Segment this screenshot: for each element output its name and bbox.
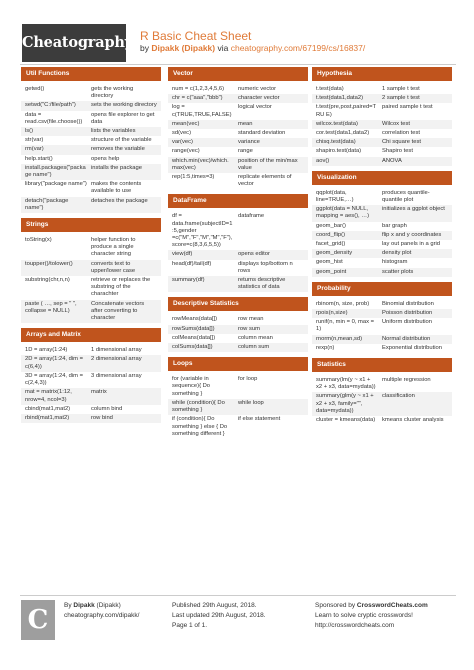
table-row bbox=[312, 85, 452, 94]
description-cell: Concatenate vectors after converting to character bbox=[91, 300, 145, 322]
table-row bbox=[312, 240, 452, 249]
by-prefix: by bbox=[140, 43, 152, 53]
table-row bbox=[312, 268, 452, 277]
footer-by: By bbox=[64, 602, 74, 609]
command-cell: summary(df) bbox=[172, 277, 205, 284]
table-row bbox=[312, 94, 452, 103]
table-row bbox=[168, 375, 308, 399]
section-probability bbox=[312, 282, 452, 353]
description-cell: mean bbox=[238, 120, 253, 127]
table-row bbox=[168, 147, 308, 156]
table-row bbox=[312, 258, 452, 267]
command-cell: t.test(data1,data2) bbox=[316, 95, 364, 102]
table-row bbox=[312, 231, 452, 240]
command-cell: chr = c("aaa","bbb") bbox=[172, 95, 223, 102]
command-cell: qqplot(data, line=TRUE,…) bbox=[316, 189, 354, 204]
section-heading: Hypothesia bbox=[312, 67, 452, 81]
table-row bbox=[168, 120, 308, 129]
description-cell: Poisson distribution bbox=[382, 310, 433, 317]
table-row bbox=[312, 222, 452, 231]
sheet-url-link[interactable]: cheatography.com/67199/cs/16837/ bbox=[230, 43, 366, 53]
section-heading: DataFrame bbox=[168, 194, 308, 208]
description-cell: standard deviation bbox=[238, 130, 286, 137]
section-rows bbox=[168, 375, 308, 439]
section-heading: Probability bbox=[312, 282, 452, 296]
table-row bbox=[312, 344, 452, 353]
sheet-byline bbox=[140, 43, 365, 53]
command-cell: if (condition){ Do something } else { Do something different } bbox=[172, 416, 228, 437]
command-cell: data = read.csv(file.choose()) bbox=[25, 111, 83, 125]
table-row bbox=[312, 147, 452, 156]
description-cell: numeric vector bbox=[238, 86, 277, 92]
description-cell: while loop bbox=[238, 399, 264, 406]
table-row bbox=[21, 260, 161, 276]
section-rows bbox=[312, 85, 452, 166]
description-cell: bar graph bbox=[382, 222, 407, 229]
command-cell: which.min(vec)/which. max(vec) bbox=[172, 157, 229, 171]
description-cell: Binomial distribution bbox=[382, 300, 434, 307]
command-cell: paste ( …, sep = " ", collapse = NULL) bbox=[25, 300, 77, 314]
command-cell: range(vec) bbox=[172, 148, 200, 155]
command-cell: var(vec) bbox=[172, 139, 193, 146]
section-util-functions bbox=[21, 67, 161, 213]
description-cell: lists the variables bbox=[91, 128, 136, 135]
command-cell: summary(glm(y ~ x1 + x2 + x3, family="", data=mydata)) bbox=[316, 393, 374, 414]
command-cell: help.start() bbox=[25, 155, 53, 162]
command-cell: coord_flip() bbox=[316, 231, 345, 238]
section-heading: Visualization bbox=[312, 171, 452, 185]
sponsor-url[interactable]: http://crosswordcheats.com bbox=[315, 622, 395, 629]
description-cell: position of the min/max value bbox=[238, 157, 298, 171]
command-cell: cluster = kmeans(data) bbox=[316, 417, 376, 424]
table-row bbox=[168, 399, 308, 415]
column-2 bbox=[168, 67, 308, 444]
section-hypothesis bbox=[312, 67, 452, 166]
section-heading: Loops bbox=[168, 357, 308, 371]
command-cell: library("package name") bbox=[25, 181, 87, 188]
description-cell: kmeans cluster analysis bbox=[382, 417, 444, 424]
command-cell: colMeans(data[]) bbox=[172, 334, 216, 341]
description-cell: Shapiro test bbox=[382, 148, 413, 155]
table-row bbox=[168, 85, 308, 94]
description-cell: matrix bbox=[91, 389, 107, 396]
table-row bbox=[312, 318, 452, 334]
footer-page-number: Page 1 of 1. bbox=[172, 622, 208, 629]
command-cell: runif(n, min = 0, max = 1) bbox=[316, 319, 374, 333]
command-cell: detach("package name") bbox=[25, 197, 69, 211]
section-strings bbox=[21, 218, 161, 323]
table-row bbox=[21, 372, 161, 388]
command-cell: while (condition){ Do something } bbox=[172, 399, 225, 414]
description-cell: 2 dimensional array bbox=[91, 356, 142, 363]
table-row bbox=[21, 85, 161, 101]
table-row bbox=[312, 249, 452, 258]
footer-sponsor-line bbox=[315, 601, 428, 610]
author-link[interactable]: Dipakk (Dipakk) bbox=[151, 43, 216, 53]
description-cell: 1 sample t test bbox=[382, 86, 420, 92]
description-cell: sets the working directory bbox=[91, 102, 157, 109]
table-row bbox=[21, 355, 161, 371]
description-cell: gets the working directory bbox=[91, 86, 134, 100]
table-row bbox=[168, 138, 308, 147]
table-row bbox=[168, 103, 308, 119]
command-cell: geom_hist bbox=[316, 259, 343, 266]
section-rows bbox=[312, 300, 452, 353]
command-cell: view(df) bbox=[172, 251, 193, 258]
command-cell: for (variable in sequence){ Do something } bbox=[172, 376, 211, 397]
description-cell: row sum bbox=[238, 325, 260, 332]
description-cell: detaches the package bbox=[91, 197, 148, 204]
description-cell: helper function to produce a single character string bbox=[91, 237, 136, 258]
command-cell: substring(chr,n,n) bbox=[25, 277, 70, 284]
command-cell: rbind(mat1,mat2) bbox=[25, 414, 70, 421]
description-cell: Chi square test bbox=[382, 139, 421, 146]
table-row bbox=[21, 111, 161, 127]
description-cell: initializes a ggplot object bbox=[382, 206, 445, 213]
description-cell: retrieve or replaces the substring of the charachter bbox=[91, 277, 151, 298]
command-cell: colSums(data[]) bbox=[172, 344, 213, 351]
description-cell: variance bbox=[238, 139, 260, 146]
sponsor-tagline: Learn to solve cryptic crosswords! bbox=[315, 612, 413, 619]
section-descriptive-statistics bbox=[168, 297, 308, 352]
table-row bbox=[168, 94, 308, 103]
table-row bbox=[21, 414, 161, 423]
command-cell: rexp(n) bbox=[316, 344, 335, 351]
description-cell: structure of the variable bbox=[91, 137, 152, 144]
section-rows bbox=[312, 189, 452, 277]
command-cell: aov() bbox=[316, 157, 330, 164]
table-row bbox=[168, 260, 308, 276]
footer-author-url[interactable]: cheatography.com/dipakk/ bbox=[64, 612, 140, 619]
description-cell: 3 dimensional array bbox=[91, 372, 142, 379]
description-cell: paired sample t test bbox=[382, 104, 433, 111]
table-row bbox=[168, 334, 308, 343]
command-cell: toString(x) bbox=[25, 237, 52, 244]
description-cell: Exponential distribution bbox=[382, 344, 442, 351]
table-row bbox=[168, 129, 308, 138]
table-row bbox=[312, 392, 452, 416]
sponsored-prefix: Sponsored by bbox=[315, 602, 357, 609]
table-row bbox=[168, 315, 308, 324]
description-cell: flip x and y coordinates bbox=[382, 231, 442, 238]
description-cell: dataframe bbox=[238, 213, 265, 220]
section-vector bbox=[168, 67, 308, 189]
command-cell: ls() bbox=[25, 128, 34, 135]
description-cell: scatter plots bbox=[382, 268, 414, 275]
section-rows bbox=[168, 85, 308, 189]
section-heading: Util Functions bbox=[21, 67, 161, 81]
table-row bbox=[21, 236, 161, 260]
section-heading: Statistics bbox=[312, 358, 452, 372]
column-3 bbox=[312, 67, 452, 430]
table-row bbox=[168, 173, 308, 189]
command-cell: head(df)/tail(df) bbox=[172, 260, 212, 267]
table-row bbox=[21, 136, 161, 145]
section-rows bbox=[21, 85, 161, 213]
command-cell: shapiro.test(data) bbox=[316, 148, 362, 155]
column-1 bbox=[21, 67, 161, 428]
command-cell: cbind(mat1,mat2) bbox=[25, 405, 71, 412]
section-rows bbox=[168, 212, 308, 292]
description-cell: ANOVA bbox=[382, 157, 402, 164]
description-cell: installs the package bbox=[91, 164, 142, 171]
table-row bbox=[21, 127, 161, 136]
description-cell: Normal distribution bbox=[382, 335, 431, 342]
sponsor-link[interactable]: CrosswordCheats.com bbox=[356, 602, 428, 609]
description-cell: 2 sample t test bbox=[382, 95, 420, 102]
command-cell: install.packages("package name") bbox=[25, 164, 86, 179]
command-cell: rowMeans(data[]) bbox=[172, 316, 218, 323]
description-cell: produces quantile-quantile plot bbox=[382, 189, 430, 204]
section-heading: Descriptive Statistics bbox=[168, 297, 308, 311]
description-cell: replicate elements of vector bbox=[238, 174, 292, 188]
table-row bbox=[21, 145, 161, 154]
header-divider bbox=[20, 64, 456, 65]
table-row bbox=[312, 120, 452, 129]
description-cell: lay out panels in a grid bbox=[382, 241, 441, 248]
command-cell: 3D = array(1:24, dim = c(2,4,3)) bbox=[25, 372, 83, 387]
command-cell: geom_density bbox=[316, 250, 353, 257]
table-row bbox=[312, 189, 452, 205]
command-cell: t.test(data) bbox=[316, 86, 344, 92]
page-title: R Basic Cheat Sheet bbox=[140, 29, 252, 43]
command-cell: log = c(TRUE,TRUE,FALSE) bbox=[172, 104, 232, 118]
command-cell: geom_bar() bbox=[316, 222, 346, 229]
section-rows bbox=[168, 315, 308, 352]
description-cell: logical vector bbox=[238, 104, 272, 111]
description-cell: removes the variable bbox=[91, 146, 145, 153]
description-cell: column mean bbox=[238, 334, 273, 341]
cheatography-logo[interactable]: Cheatography bbox=[22, 24, 126, 62]
description-cell: opens file explorer to get data bbox=[91, 111, 155, 125]
table-row bbox=[21, 180, 161, 196]
table-row bbox=[168, 343, 308, 352]
table-row bbox=[312, 129, 452, 138]
table-row bbox=[168, 157, 308, 173]
description-cell: column bind bbox=[91, 405, 123, 412]
description-cell: converts text to upper/lower case bbox=[91, 260, 136, 274]
table-row bbox=[168, 325, 308, 334]
description-cell: returns descriptive statistics of data bbox=[238, 277, 286, 291]
table-row bbox=[21, 197, 161, 213]
description-cell: correlation test bbox=[382, 130, 421, 137]
section-dataframe bbox=[168, 194, 308, 292]
command-cell: str(var) bbox=[25, 137, 44, 144]
section-loops bbox=[168, 357, 308, 439]
table-row bbox=[312, 376, 452, 392]
footer-published: Published 29th August, 2018. bbox=[172, 602, 257, 609]
command-cell: chisq.test(data) bbox=[316, 139, 356, 146]
section-rows bbox=[21, 236, 161, 323]
section-statistics bbox=[312, 358, 452, 425]
command-cell: t.test(pre,post,paired=TRU E) bbox=[316, 104, 377, 118]
author-avatar[interactable]: C bbox=[21, 600, 55, 640]
description-cell: column sum bbox=[238, 344, 270, 351]
command-cell: facet_grid() bbox=[316, 241, 346, 248]
command-cell: rep(1:5,times=3) bbox=[172, 174, 215, 181]
footer-author-name[interactable]: Dipakk bbox=[73, 602, 95, 609]
via-text: via bbox=[215, 43, 231, 53]
footer-author-line bbox=[64, 601, 121, 610]
description-cell: if else statement bbox=[238, 416, 281, 423]
command-cell: setwd("C:/file/path") bbox=[25, 102, 76, 109]
command-cell: mean(vec) bbox=[172, 120, 200, 127]
command-cell: wilcox.test(data) bbox=[316, 120, 358, 127]
command-cell: mat = matrix(1:12, nrow=4, ncol=3) bbox=[25, 389, 72, 403]
command-cell: getwd() bbox=[25, 86, 45, 92]
table-row bbox=[312, 335, 452, 344]
command-cell: rpois(n,size) bbox=[316, 310, 348, 317]
command-cell: cor.test(data1,data2) bbox=[316, 130, 370, 137]
description-cell: 1 dimensional array bbox=[91, 347, 142, 354]
description-cell: row mean bbox=[238, 316, 264, 323]
description-cell: opens editor bbox=[238, 251, 270, 258]
table-row bbox=[168, 415, 308, 439]
command-cell: rnorm(n,mean,sd) bbox=[316, 335, 363, 342]
description-cell: classification bbox=[382, 393, 415, 400]
table-row bbox=[312, 205, 452, 221]
footer-divider bbox=[20, 595, 456, 596]
description-cell: character vector bbox=[238, 95, 280, 102]
command-cell: ggplot(data = NULL, mapping = aes(), …) bbox=[316, 206, 369, 220]
command-cell: summary(lm(y ~ x1 + x2 + x3, data=mydata)) bbox=[316, 377, 376, 391]
table-row bbox=[312, 300, 452, 309]
description-cell: displays top/bottom n rows bbox=[238, 260, 293, 274]
header bbox=[0, 0, 474, 62]
section-rows bbox=[312, 376, 452, 425]
table-row bbox=[168, 250, 308, 259]
description-cell: multiple regression bbox=[382, 377, 431, 384]
command-cell: 2D = array(1:24, dim = c(6,4)) bbox=[25, 356, 83, 370]
description-cell: makes the contents available to use bbox=[91, 181, 142, 195]
table-row bbox=[312, 309, 452, 318]
command-cell: rm(var) bbox=[25, 146, 44, 153]
table-row bbox=[21, 346, 161, 355]
command-cell: df = data.frame(subjectID=1:5,gender =c("M","F","M","M","F"),score=c(8,3,6,5,5)) bbox=[172, 213, 233, 249]
command-cell: rowSums(data[]) bbox=[172, 325, 215, 332]
description-cell: row bind bbox=[91, 414, 113, 421]
description-cell: Uniform distribution bbox=[382, 319, 432, 326]
command-cell: 1D = array(1:24) bbox=[25, 347, 68, 354]
command-cell: num = c(1,2,3,4,5,6) bbox=[172, 86, 225, 92]
table-row bbox=[312, 157, 452, 166]
table-row bbox=[21, 405, 161, 414]
command-cell: geom_point bbox=[316, 268, 347, 275]
table-row bbox=[21, 155, 161, 164]
description-cell: density plot bbox=[382, 250, 412, 257]
description-cell: range bbox=[238, 148, 253, 155]
description-cell: opens help bbox=[91, 155, 120, 162]
table-row bbox=[312, 138, 452, 147]
table-row bbox=[21, 276, 161, 300]
table-row bbox=[168, 276, 308, 292]
table-row bbox=[21, 164, 161, 180]
table-row bbox=[21, 101, 161, 110]
table-row bbox=[168, 212, 308, 250]
command-cell: sd(vec) bbox=[172, 130, 192, 137]
section-visualization bbox=[312, 171, 452, 277]
table-row bbox=[21, 388, 161, 404]
section-arrays-and-matrix bbox=[21, 328, 161, 423]
section-heading: Strings bbox=[21, 218, 161, 232]
table-row bbox=[312, 103, 452, 119]
section-heading: Arrays and Matrix bbox=[21, 328, 161, 342]
footer-author-handle: (Dipakk) bbox=[94, 602, 121, 609]
table-row bbox=[21, 300, 161, 324]
table-row bbox=[312, 416, 452, 425]
description-cell: Wilcox test bbox=[382, 120, 411, 127]
command-cell: rbinom(n, size, prob) bbox=[316, 300, 370, 307]
section-rows bbox=[21, 346, 161, 423]
description-cell: histogram bbox=[382, 259, 408, 266]
section-heading: Vector bbox=[168, 67, 308, 81]
description-cell: for loop bbox=[238, 376, 258, 383]
command-cell: toupper()/tolower() bbox=[25, 260, 73, 267]
footer-updated: Last updated 29th August, 2018. bbox=[172, 612, 266, 619]
